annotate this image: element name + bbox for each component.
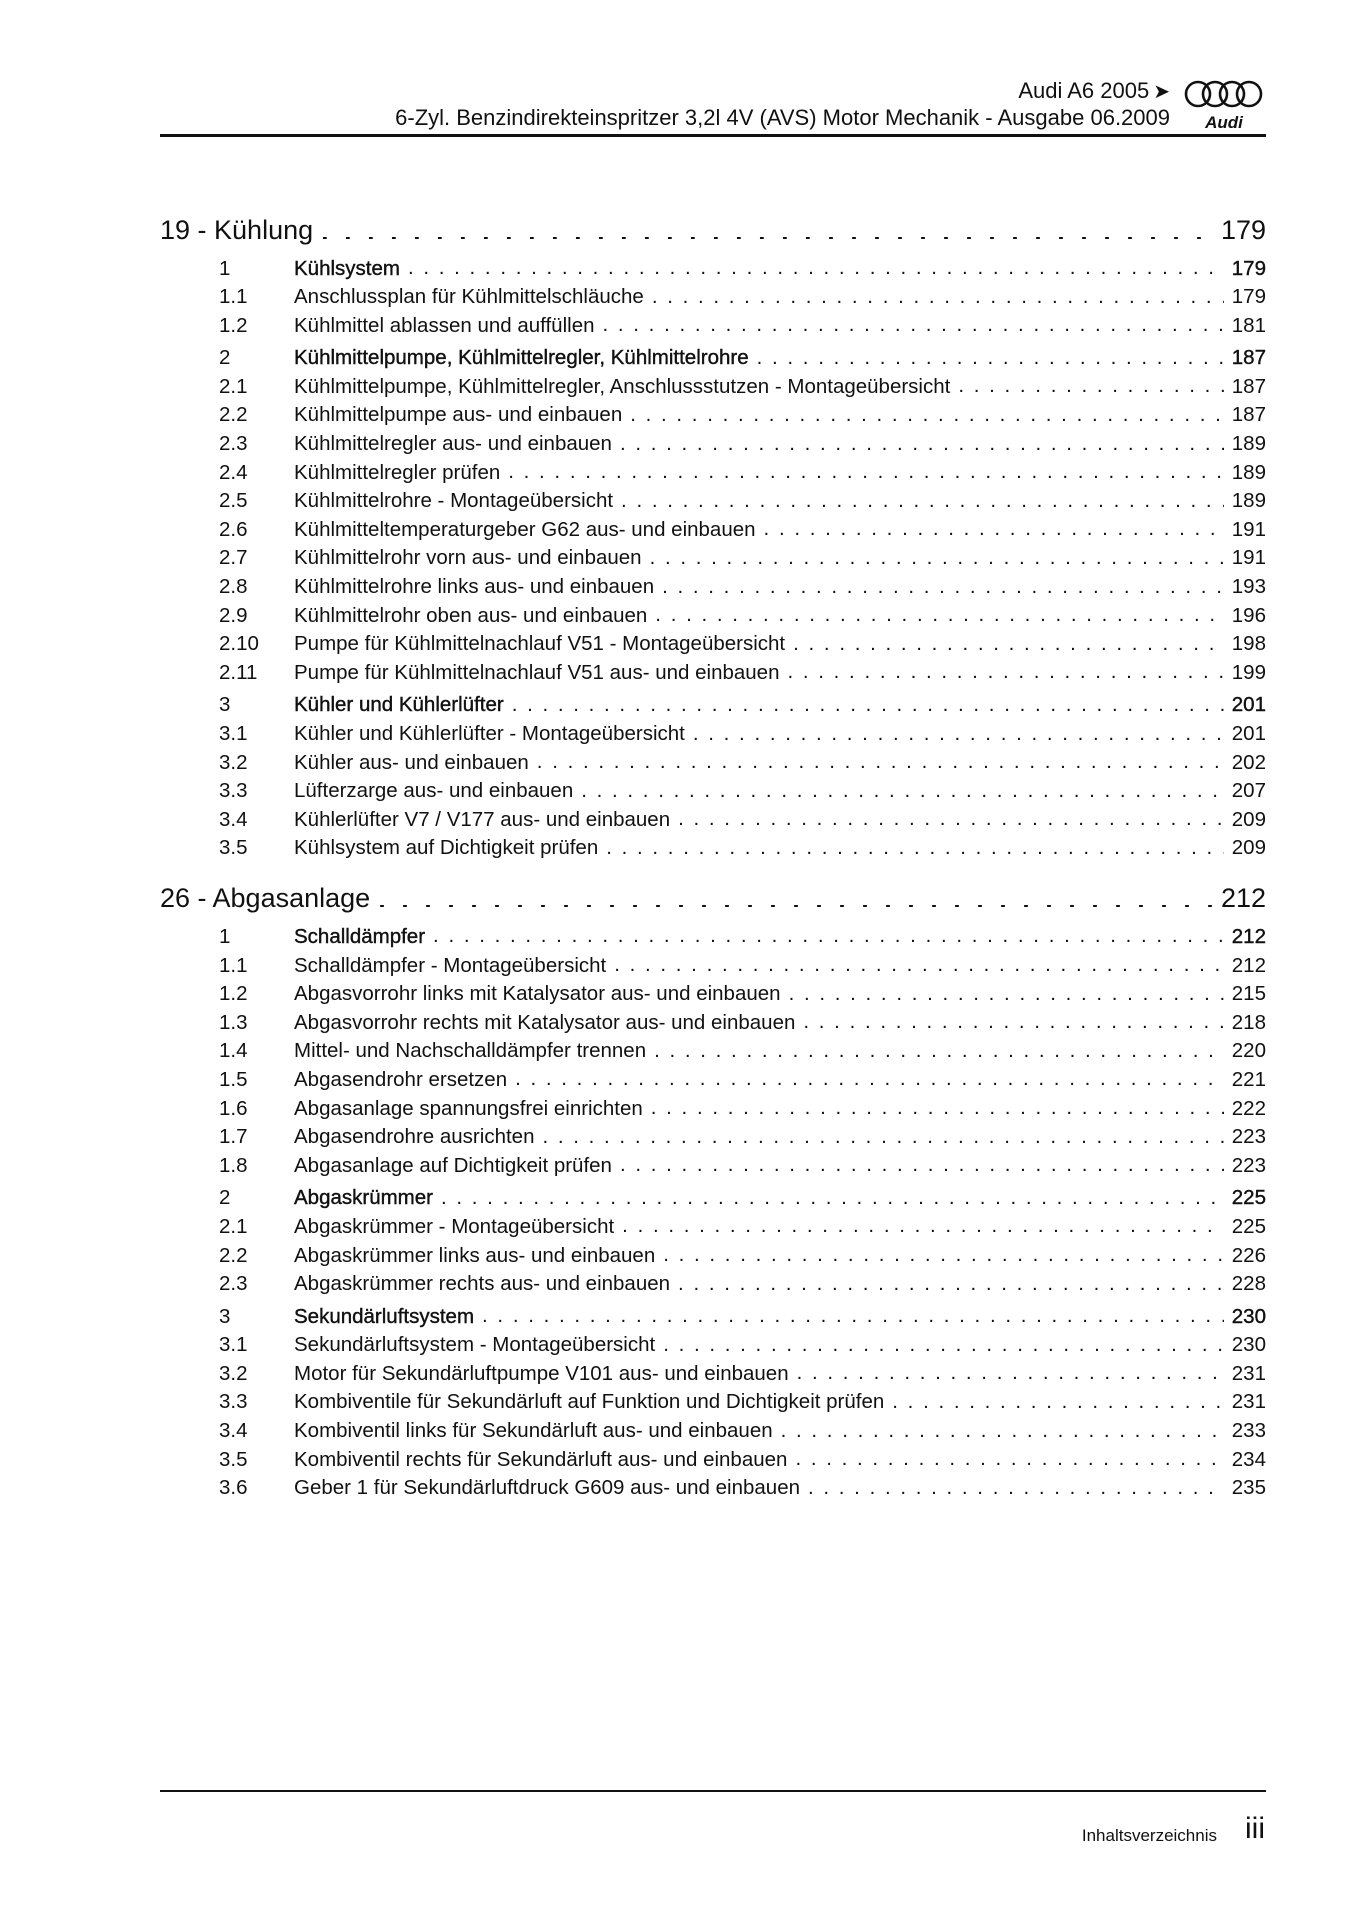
- entry-page: 196: [1231, 603, 1266, 627]
- chapter-page: 179: [1220, 215, 1266, 245]
- toc-entry[interactable]: [160, 601, 1266, 630]
- entry-number: 1: [219, 924, 231, 948]
- audi-logo-icon: [1178, 78, 1270, 134]
- entry-title: Abgaskrümmer - Montageübersicht: [294, 1214, 615, 1238]
- toc-entry[interactable]: [160, 1212, 1266, 1241]
- toc-entry[interactable]: [160, 487, 1266, 516]
- entry-page: 187: [1231, 403, 1266, 427]
- dot-leader: [612, 430, 1224, 451]
- chapter-page: 212: [1220, 883, 1266, 914]
- entry-page: 212: [1231, 953, 1266, 977]
- entry-page: 181: [1231, 313, 1266, 337]
- header-title: 6-Zyl. Benzindirekteinspritzer 3,2l 4V (AVS) Motor Mechanik - Ausgabe 06.2009: [395, 105, 1170, 130]
- entry-title: Lüfterzarge aus- und einbauen: [294, 779, 574, 803]
- entry-page: 218: [1231, 1010, 1266, 1034]
- toc-entry[interactable]: [160, 1388, 1266, 1417]
- entry-title: Kühlmittelrohre links aus- und einbauen: [294, 575, 655, 599]
- toc-entry[interactable]: [160, 1270, 1266, 1299]
- entry-title: Kühlmittelpumpe aus- und einbauen: [294, 403, 623, 427]
- entry-number: 2.1: [219, 1214, 248, 1238]
- entry-page: 209: [1231, 807, 1266, 831]
- entry-number: 2.9: [219, 603, 248, 627]
- entry-page: 223: [1231, 1125, 1266, 1149]
- toc-entry[interactable]: [160, 344, 1266, 373]
- entry-title: Kombiventile für Sekundärluft auf Funktion und Dichtigkeit prüfen: [294, 1390, 885, 1414]
- entry-title: Kombiventil links für Sekundärluft aus- und einbauen: [294, 1419, 773, 1443]
- entry-number: 2.2: [219, 1243, 248, 1267]
- dot-leader: [614, 1212, 1224, 1233]
- dot-leader: [685, 720, 1224, 741]
- toc-entry[interactable]: [160, 777, 1266, 806]
- toc-entry[interactable]: [160, 254, 1266, 283]
- dot-leader: [529, 748, 1224, 769]
- entry-number: 1.2: [219, 982, 248, 1006]
- toc-entry[interactable]: [160, 544, 1266, 573]
- entry-number: 2.2: [219, 403, 248, 427]
- entry-title: Kühlmittelpumpe, Kühlmittelregler, Anschlussstutzen - Montageübersicht: [294, 374, 951, 398]
- entry-number: 1: [219, 256, 231, 280]
- toc-entry[interactable]: [160, 1037, 1266, 1066]
- entry-title: Kühler und Kühlerlüfter: [294, 693, 504, 717]
- entry-page: 230: [1231, 1333, 1266, 1357]
- entry-page: 201: [1231, 693, 1266, 717]
- dot-leader: [613, 487, 1224, 508]
- entry-page: 225: [1231, 1214, 1266, 1238]
- dot-leader: [655, 1331, 1224, 1352]
- entry-number: 3.5: [219, 1447, 248, 1471]
- arrow-icon: ➤: [1153, 81, 1170, 103]
- entry-page: 225: [1231, 1186, 1266, 1210]
- entry-page: 189: [1231, 489, 1266, 513]
- entry-page: 209: [1231, 836, 1266, 860]
- entry-page: 220: [1231, 1039, 1266, 1063]
- entry-number: 2.5: [219, 489, 248, 513]
- entry-number: 3.1: [219, 1333, 248, 1357]
- entry-page: 191: [1231, 546, 1266, 570]
- header-model: Audi A6 2005: [1018, 78, 1150, 103]
- entry-page: 228: [1231, 1272, 1266, 1296]
- entry-page: 231: [1231, 1361, 1266, 1385]
- logo-text: Audi: [1205, 113, 1243, 132]
- entry-number: 2.6: [219, 517, 248, 541]
- dot-leader: [670, 1270, 1224, 1291]
- entry-number: 3.3: [219, 1390, 248, 1414]
- dot-leader: [400, 254, 1224, 275]
- entry-title: Kühlmittel ablassen und auffüllen: [294, 313, 595, 337]
- toc-entry[interactable]: [160, 630, 1266, 659]
- entry-page: 222: [1231, 1096, 1266, 1120]
- entry-page: 226: [1231, 1243, 1266, 1267]
- entry-number: 2.8: [219, 575, 248, 599]
- entry-page: 198: [1231, 632, 1266, 656]
- entry-title: Kühlsystem: [294, 256, 400, 280]
- toc-entry[interactable]: [160, 951, 1266, 980]
- chapter-title: 19 - Kühlung: [160, 215, 314, 245]
- toc-entry[interactable]: [160, 458, 1266, 487]
- dot-leader: [500, 458, 1224, 479]
- entry-title: Mittel- und Nachschalldämpfer trennen: [294, 1039, 647, 1063]
- dot-leader: [785, 630, 1224, 651]
- toc-entry[interactable]: [160, 1151, 1266, 1180]
- entry-number: 1.5: [219, 1067, 248, 1091]
- entry-number: 1.2: [219, 313, 248, 337]
- header-model-line: [395, 78, 1170, 105]
- entry-number: 3.4: [219, 1419, 248, 1443]
- toc-entry[interactable]: [160, 372, 1266, 401]
- toc-entry[interactable]: [160, 980, 1266, 1009]
- toc-entry[interactable]: [160, 1184, 1266, 1213]
- dot-leader: [606, 951, 1224, 972]
- dot-leader: [884, 1388, 1224, 1409]
- dot-leader: [573, 777, 1224, 798]
- entry-number: 3.2: [219, 1361, 248, 1385]
- dot-leader: [654, 573, 1224, 594]
- entry-title: Sekundärluftsystem - Montageübersicht: [294, 1333, 656, 1357]
- toc-entry[interactable]: [160, 311, 1266, 340]
- entry-number: 2.4: [219, 460, 248, 484]
- dot-leader: [534, 1123, 1223, 1144]
- entry-number: 2.11: [219, 660, 258, 684]
- entry-title: Schalldämpfer - Montageübersicht: [294, 953, 607, 977]
- toc-entry[interactable]: [160, 1065, 1266, 1094]
- dot-leader: [612, 1151, 1224, 1172]
- entry-title: Abgasvorrohr links mit Katalysator aus- und einbauen: [294, 982, 781, 1006]
- entry-page: 187: [1231, 346, 1266, 370]
- entry-number: 1.4: [219, 1039, 248, 1063]
- entry-number: 1.1: [219, 953, 248, 977]
- entry-title: Schalldämpfer: [294, 924, 426, 948]
- toc-entry[interactable]: [160, 1445, 1266, 1474]
- entry-title: Abgaskrümmer: [294, 1186, 433, 1210]
- dot-leader: [756, 515, 1224, 536]
- dot-leader: [598, 834, 1224, 855]
- toc-entry[interactable]: [160, 1008, 1266, 1037]
- toc-entry[interactable]: [160, 1331, 1266, 1360]
- entry-title: Kühlmittelregler aus- und einbauen: [294, 432, 612, 456]
- entry-number: 2.3: [219, 432, 248, 456]
- entry-page: 193: [1231, 575, 1266, 599]
- entry-page: 235: [1231, 1476, 1266, 1500]
- entry-number: 1.3: [219, 1010, 248, 1034]
- toc-chapter[interactable]: [160, 878, 1266, 918]
- entry-page: 221: [1231, 1067, 1266, 1091]
- entry-number: 3.5: [219, 836, 248, 860]
- toc-entry[interactable]: [160, 283, 1266, 312]
- entry-number: 3: [219, 1304, 231, 1328]
- dot-leader: [779, 658, 1223, 679]
- entry-number: 1.1: [219, 285, 248, 309]
- dot-leader: [425, 922, 1224, 943]
- entry-title: Pumpe für Kühlmittelnachlauf V51 aus- und einbauen: [294, 660, 780, 684]
- dot-leader: [950, 372, 1223, 393]
- entry-number: 1.6: [219, 1096, 248, 1120]
- dot-leader: [789, 1359, 1224, 1380]
- footer-page-number: iii: [1245, 1812, 1265, 1845]
- entry-number: 2.1: [219, 374, 248, 398]
- dot-leader: [787, 1445, 1223, 1466]
- entry-page: 223: [1231, 1153, 1266, 1177]
- entry-title: Motor für Sekundärluftpumpe V101 aus- und einbauen: [294, 1361, 789, 1385]
- toc-entry[interactable]: [160, 430, 1266, 459]
- entry-title: Abgaskrümmer rechts aus- und einbauen: [294, 1272, 671, 1296]
- entry-number: 3.3: [219, 779, 248, 803]
- entry-title: Abgasvorrohr rechts mit Katalysator aus- und einbauen: [294, 1010, 796, 1034]
- dot-leader: [643, 1094, 1224, 1115]
- entry-title: Abgasanlage spannungsfrei einrichten: [294, 1096, 643, 1120]
- table-of-contents: [160, 208, 1266, 1502]
- entry-title: Kühlmitteltemperaturgeber G62 aus- und einbauen: [294, 517, 756, 541]
- entry-page: 202: [1231, 750, 1266, 774]
- entry-page: 231: [1231, 1390, 1266, 1414]
- toc-entry[interactable]: [160, 691, 1266, 720]
- entry-number: 2: [219, 346, 231, 370]
- toc-entry[interactable]: [160, 658, 1266, 687]
- entry-page: 207: [1231, 779, 1266, 803]
- toc-entry[interactable]: [160, 1302, 1266, 1331]
- entry-number: 1.8: [219, 1153, 248, 1177]
- entry-title: Kühlmittelrohr vorn aus- und einbauen: [294, 546, 642, 570]
- entry-title: Pumpe für Kühlmittelnachlauf V51 - Montageübersicht: [294, 632, 786, 656]
- entry-page: 212: [1231, 924, 1266, 948]
- entry-title: Sekundärluftsystem: [294, 1304, 475, 1328]
- dot-leader: [474, 1302, 1224, 1323]
- toc-entry[interactable]: [160, 1359, 1266, 1388]
- dot-leader: [646, 1037, 1224, 1058]
- toc-chapter[interactable]: [160, 210, 1266, 250]
- dot-leader: [313, 212, 1213, 239]
- toc-entry[interactable]: [160, 834, 1266, 863]
- entry-page: 179: [1231, 285, 1266, 309]
- entry-page: 234: [1231, 1447, 1266, 1471]
- toc-entry[interactable]: [160, 748, 1266, 777]
- entry-title: Kombiventil rechts für Sekundärluft aus- und einbauen: [294, 1447, 788, 1471]
- entry-title: Abgaskrümmer links aus- und einbauen: [294, 1243, 656, 1267]
- dot-leader: [642, 544, 1224, 565]
- toc-entry[interactable]: [160, 805, 1266, 834]
- dot-leader: [647, 601, 1223, 622]
- entry-title: Anschlussplan für Kühlmittelschläuche: [294, 285, 644, 309]
- entry-title: Kühlerlüfter V7 / V177 aus- und einbauen: [294, 807, 671, 831]
- entry-page: 199: [1231, 660, 1266, 684]
- entry-number: 2.3: [219, 1272, 248, 1296]
- entry-title: Abgasanlage auf Dichtigkeit prüfen: [294, 1153, 612, 1177]
- dot-leader: [595, 311, 1224, 332]
- toc-entry[interactable]: [160, 720, 1266, 749]
- entry-page: 201: [1231, 722, 1266, 745]
- dot-leader: [749, 344, 1224, 365]
- chapter-title: 26 - Abgasanlage: [160, 883, 371, 914]
- toc-entry[interactable]: [160, 573, 1266, 602]
- entry-page: 187: [1231, 374, 1266, 398]
- entry-number: 3.6: [219, 1476, 248, 1500]
- dot-leader: [370, 880, 1213, 907]
- dot-leader: [795, 1008, 1223, 1029]
- entry-title: Geber 1 für Sekundärluftdruck G609 aus- und einbauen: [294, 1476, 800, 1500]
- entry-number: 3: [219, 693, 231, 717]
- entry-title: Abgasendrohr ersetzen: [294, 1067, 508, 1091]
- dot-leader: [781, 980, 1224, 1001]
- entry-number: 3.4: [219, 807, 248, 831]
- toc-entry[interactable]: [160, 401, 1266, 430]
- entry-title: Kühlmittelrohr oben aus- und einbauen: [294, 603, 648, 627]
- page-header: [160, 78, 1270, 138]
- entry-page: 233: [1231, 1419, 1266, 1443]
- dot-leader: [670, 805, 1224, 826]
- dot-leader: [655, 1241, 1224, 1262]
- toc-entry[interactable]: [160, 1417, 1266, 1446]
- dot-leader: [622, 401, 1224, 422]
- entry-title: Kühlmittelrohre - Montageübersicht: [294, 489, 614, 513]
- dot-leader: [433, 1184, 1224, 1205]
- dot-leader: [800, 1474, 1224, 1495]
- entry-title: Abgasendrohre ausrichten: [294, 1125, 535, 1149]
- entry-title: Kühlmittelpumpe, Kühlmittelregler, Kühlmittelrohre: [294, 346, 749, 370]
- toc-entry[interactable]: [160, 1094, 1266, 1123]
- toc-entry[interactable]: [160, 1123, 1266, 1152]
- entry-page: 189: [1231, 432, 1266, 456]
- toc-entry[interactable]: [160, 1241, 1266, 1270]
- entry-number: 3.1: [219, 722, 248, 745]
- entry-title: Kühlmittelregler prüfen: [294, 460, 501, 484]
- entry-title: Kühler und Kühlerlüfter - Montageübersicht: [294, 722, 685, 745]
- header-text: [395, 78, 1170, 131]
- entry-number: 1.7: [219, 1125, 248, 1149]
- dot-leader: [507, 1065, 1224, 1086]
- entry-page: 179: [1231, 256, 1266, 280]
- entry-number: 3.2: [219, 750, 248, 774]
- footer-divider: [160, 1790, 1266, 1792]
- dot-leader: [504, 691, 1224, 712]
- entry-page: 189: [1231, 460, 1266, 484]
- toc-entry[interactable]: [160, 1474, 1266, 1503]
- entry-title: Kühler aus- und einbauen: [294, 750, 529, 774]
- entry-number: 2: [219, 1186, 231, 1210]
- entry-page: 230: [1231, 1304, 1266, 1328]
- entry-page: 191: [1231, 517, 1266, 541]
- entry-number: 2.10: [219, 632, 259, 656]
- entry-number: 2.7: [219, 546, 248, 570]
- toc-entry[interactable]: [160, 922, 1266, 951]
- chapter-spacer: [160, 862, 1266, 876]
- toc-entry[interactable]: [160, 515, 1266, 544]
- entry-title: Kühlsystem auf Dichtigkeit prüfen: [294, 836, 599, 860]
- dot-leader: [773, 1417, 1224, 1438]
- dot-leader: [644, 283, 1224, 304]
- entry-page: 215: [1231, 982, 1266, 1006]
- header-divider: [160, 134, 1266, 137]
- footer-label: Inhaltsverzeichnis: [1081, 1826, 1217, 1845]
